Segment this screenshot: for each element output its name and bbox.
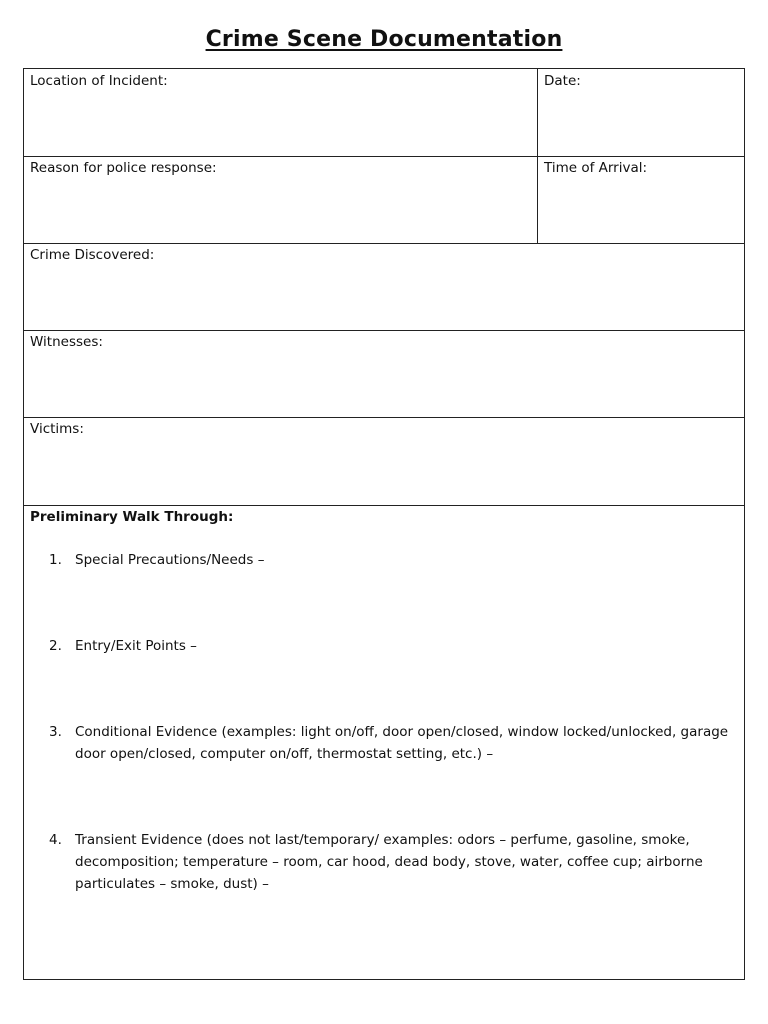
row-divider [24,505,744,506]
row-divider [24,243,744,244]
victims-field[interactable]: Victims: [30,421,84,437]
item-number: 3. [49,724,62,740]
column-divider [537,69,538,243]
row-divider [24,330,744,331]
time-of-arrival-field[interactable]: Time of Arrival: [544,160,648,176]
item-number: 4. [49,832,62,848]
walkthrough-item-transient-evidence[interactable] [49,829,729,895]
item-text: Entry/Exit Points – [75,638,197,654]
page-title: Crime Scene Documentation [205,27,563,52]
item-text: Conditional Evidence (examples: light on/off, door open/closed, window locked/unlocked, garage door open/closed, computer on/off, thermostat setting, etc.) – [75,724,729,762]
date-field[interactable]: Date: [544,73,581,89]
row-divider [24,417,744,418]
row-divider [24,156,744,157]
walkthrough-item-precautions[interactable] [49,549,729,571]
item-text: Transient Evidence (does not last/temporary/ examples: odors – perfume, gasoline, smoke, decomposition; temperature – room, car hood, dead body, stove, water, coffee cup; airborne particulates – smoke, dust) – [75,832,703,892]
walkthrough-heading: Preliminary Walk Through: [30,509,234,525]
walkthrough-item-entry-exit[interactable] [49,635,729,657]
reason-for-response-field[interactable]: Reason for police response: [30,160,217,176]
documentation-form [23,68,745,980]
location-of-incident-field[interactable]: Location of Incident: [30,73,168,89]
crime-discovered-field[interactable]: Crime Discovered: [30,247,155,263]
walkthrough-item-conditional-evidence[interactable] [49,721,729,765]
item-number: 2. [49,638,62,654]
item-text: Special Precautions/Needs – [75,552,265,568]
witnesses-field[interactable]: Witnesses: [30,334,103,350]
item-number: 1. [49,552,62,568]
